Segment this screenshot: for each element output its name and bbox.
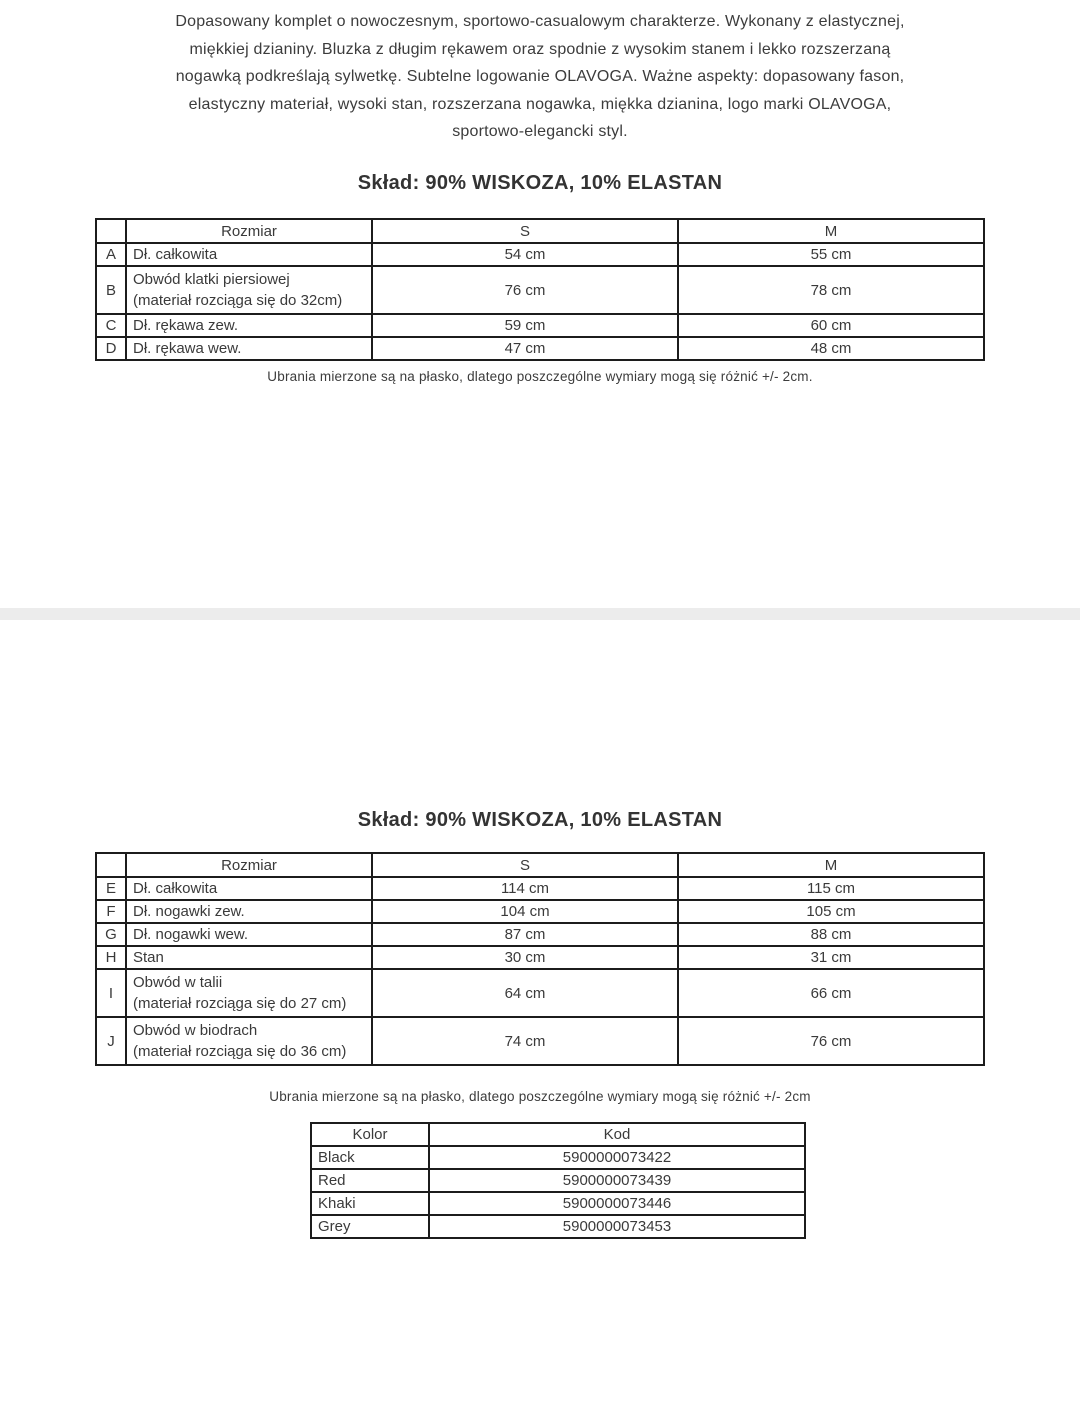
column-header-s: S — [372, 853, 678, 877]
table-row — [96, 243, 984, 266]
row-letter: D — [96, 337, 126, 360]
description-line: elastyczny materiał, wysoki stan, rozszerzana nogawka, miękka dzianina, logo marki OLAVOGA, — [188, 95, 892, 113]
value-m: 48 cm — [678, 337, 984, 360]
description-line: Dopasowany komplet o nowoczesnym, sportowo-casualowym charakterze. Wykonany z elastycznej, — [175, 13, 905, 30]
color-name: Red — [311, 1169, 429, 1192]
value-s: 64 cm — [372, 969, 678, 1017]
value-m: 55 cm — [678, 243, 984, 266]
size-header-cell: Rozmiar — [126, 219, 372, 243]
color-code: 5900000073453 — [429, 1215, 805, 1238]
row-label-line: (materiał rozciąga się do 32cm) — [133, 292, 343, 309]
table-header-row — [311, 1123, 805, 1146]
value-m: 105 cm — [678, 900, 984, 923]
size-table-top — [95, 218, 985, 361]
size-header-cell: Rozmiar — [126, 853, 372, 877]
value-m: 66 cm — [678, 969, 984, 1017]
measurement-note-top: Ubrania mierzone są na płasko, dlatego poszczególne wymiary mogą się różnić +/- 2cm. — [267, 369, 813, 384]
row-label-line: (materiał rozciąga się do 27 cm) — [133, 995, 347, 1012]
row-label: Dł. całkowita — [126, 877, 372, 900]
table-header-row — [96, 219, 984, 243]
corner-cell — [96, 853, 126, 877]
table-row — [96, 877, 984, 900]
description-line: sportowo-elegancki styl. — [452, 123, 628, 140]
table-row — [96, 1017, 984, 1065]
row-label-line: Obwód klatki piersiowej — [133, 271, 290, 288]
value-m: 78 cm — [678, 266, 984, 314]
value-m: 115 cm — [678, 877, 984, 900]
color-name: Grey — [311, 1215, 429, 1238]
table-row — [96, 969, 984, 1017]
description-line: miękkiej dzianiny. Bluzka z długim rękawem oraz spodnie z wysokim stanem i lekko rozszerzaną — [189, 40, 891, 58]
table-row — [311, 1146, 805, 1169]
value-m: 60 cm — [678, 314, 984, 337]
row-letter: I — [96, 969, 126, 1017]
row-letter: B — [96, 266, 126, 314]
row-label — [126, 1017, 372, 1065]
value-m: 88 cm — [678, 923, 984, 946]
table-row — [311, 1215, 805, 1238]
composition-heading-bottom: Skład: 90% WISKOZA, 10% ELASTAN — [357, 809, 723, 831]
product-description — [60, 8, 1020, 146]
table-row — [96, 266, 984, 314]
color-header-cell: Kolor — [311, 1123, 429, 1146]
row-label: Dł. nogawki wew. — [126, 923, 372, 946]
table-row — [96, 337, 984, 360]
row-letter: H — [96, 946, 126, 969]
row-label-line: Obwód w biodrach — [133, 1022, 258, 1039]
value-s: 74 cm — [372, 1017, 678, 1065]
value-m: 31 cm — [678, 946, 984, 969]
row-label: Dł. całkowita — [126, 243, 372, 266]
row-label: Dł. rękawa zew. — [126, 314, 372, 337]
size-table-bottom — [95, 852, 985, 1066]
value-s: 114 cm — [372, 877, 678, 900]
composition-heading-top: Skład: 90% WISKOZA, 10% ELASTAN — [357, 172, 723, 194]
column-header-s: S — [372, 219, 678, 243]
description-line: nogawką podkreślają sylwetkę. Subtelne logowanie OLAVOGA. Ważne aspekty: dopasowany fason, — [175, 68, 905, 85]
row-label: Dł. nogawki zew. — [126, 900, 372, 923]
row-label-line: Obwód w talii — [133, 974, 223, 991]
row-label — [126, 969, 372, 1017]
measurement-note-bottom: Ubrania mierzone są na płasko, dlatego poszczególne wymiary mogą się różnić +/- 2cm — [269, 1089, 811, 1104]
code-header-cell: Kod — [429, 1123, 805, 1146]
table-row — [311, 1169, 805, 1192]
value-s: 30 cm — [372, 946, 678, 969]
value-s: 87 cm — [372, 923, 678, 946]
section-divider-band — [0, 608, 1080, 620]
row-label: Stan — [126, 946, 372, 969]
table-row — [96, 900, 984, 923]
row-letter: F — [96, 900, 126, 923]
color-name: Black — [311, 1146, 429, 1169]
value-s: 76 cm — [372, 266, 678, 314]
row-letter: G — [96, 923, 126, 946]
row-letter: J — [96, 1017, 126, 1065]
column-header-m: M — [678, 853, 984, 877]
table-row — [96, 946, 984, 969]
table-row — [311, 1192, 805, 1215]
table-header-row — [96, 853, 984, 877]
row-label: Dł. rękawa wew. — [126, 337, 372, 360]
value-s: 47 cm — [372, 337, 678, 360]
color-code: 5900000073422 — [429, 1146, 805, 1169]
row-letter: C — [96, 314, 126, 337]
value-s: 104 cm — [372, 900, 678, 923]
value-s: 54 cm — [372, 243, 678, 266]
color-code: 5900000073439 — [429, 1169, 805, 1192]
row-label — [126, 266, 372, 314]
color-code-table — [310, 1122, 806, 1239]
table-row — [96, 923, 984, 946]
column-header-m: M — [678, 219, 984, 243]
row-label-line: (materiał rozciąga się do 36 cm) — [133, 1043, 347, 1060]
value-m: 76 cm — [678, 1017, 984, 1065]
corner-cell — [96, 219, 126, 243]
row-letter: E — [96, 877, 126, 900]
table-row — [96, 314, 984, 337]
row-letter: A — [96, 243, 126, 266]
value-s: 59 cm — [372, 314, 678, 337]
color-name: Khaki — [311, 1192, 429, 1215]
color-code: 5900000073446 — [429, 1192, 805, 1215]
